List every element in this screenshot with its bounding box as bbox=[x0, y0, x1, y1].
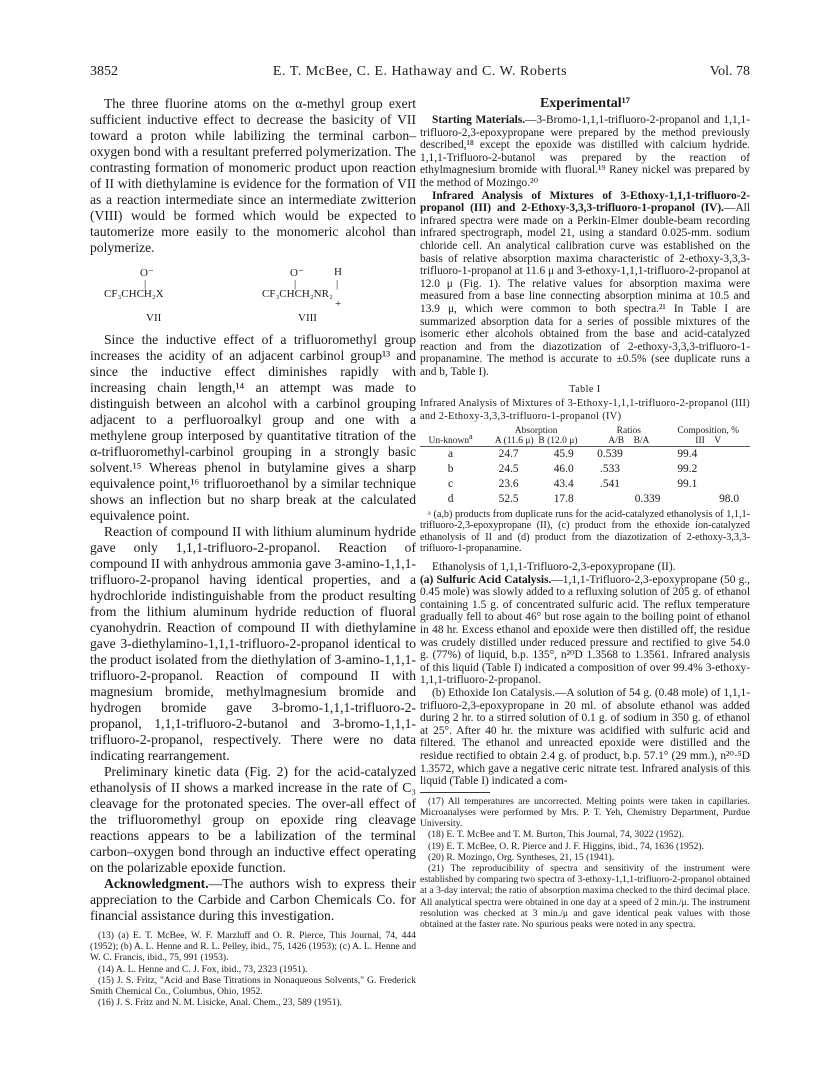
table-row: a 24.7 45.9 0.539 99.4 bbox=[448, 447, 698, 460]
paragraph-text: —3-Bromo-1,1,1-trifluoro-2-propanol and 1,1,1-trifluoro-2,3-epoxypropane were prepared by the method previously described,¹⁸ except the epoxide was distilled with calcium hydride. 1,1,1-Trifluoro-2-butanol was prepared by the reaction of ethylmagnesium bromide with fluoral.¹⁹ Raney nickel was prepared by the method of Mozingo.²⁰ bbox=[420, 114, 750, 189]
acknowledgment-text: —The authors wish to express their appreciation to the Carbide and Carbon Chemicals Co. for financial assistance during this investigation. bbox=[90, 876, 416, 923]
paragraph: Since the inductive effect of a trifluoromethyl group increases the acidity of an adjacent carbinol group¹³ and since the inductive effect diminishes rapidly with increasing chain length,¹⁴ an attempt was made to distinguish between an alcohol with a carbinol grouping adjacent to a perfluoroalkyl group and one with a methylene group interposed by quantitative titration of the α-trifluoromethyl-carbinol grouping in a strongly basic solvent.¹⁵ Whereas phenol in butylamine gives a sharp equivalence point,¹⁶ trifluoroethanol by a similar technique shows an inflection but no sharp break at the calculated equivalence point. bbox=[90, 332, 416, 523]
footnote: (18) E. T. McBee and T. M. Burton, This Journal, 74, 3022 (1952). bbox=[428, 829, 684, 841]
paragraph: Preliminary kinetic data (Fig. 2) for the acid-catalyzed ethanolysis of II shows a marked increase in the rate of C₃ cleavage for the protonated species. The over-all effect of the trifluoromethyl group on epoxide ring cleavage reactions appears to be a labilization of the terminal carbon–oxygen bond through an inductive effect operating on the polarizable epoxide function. bbox=[90, 764, 416, 875]
table-row: d 52.5 17.8 0.339 98.0 bbox=[447, 492, 740, 505]
structure-vii-formula: CF₃CHCH₂X bbox=[104, 288, 164, 300]
footnote: (13) (a) E. T. McBee, W. F. Marzluff and O. R. Pierce, This Journal, 74, 444 (1952); (b) A. L. Henne and R. L. Pelley, ibid., 75, 1426 (1953); (c) A. L. Henne and W. C. Francis, ibid., 75, 991 (1953). bbox=[90, 930, 416, 964]
paragraph-text: —All infrared spectra were made on a Perkin-Elmer double-beam recording infrared spectrograph, model 21, using a standard 0.025-mm. sodium chloride cell. An analytical calibration curve was established on the basis of relative absorption maxima characteristic of 2-ethoxy-3,3,3-trifluoro-1-propanol at 11.6 μ and 3-ethoxy-1,1,1-trifluoro-2-propanol at 12.0 μ (Fig. 1). The relative values for absorption maxima were measured from a base line connecting absorption minima at 10.5 and 13.9 μ, which were common to both spectra.²¹ In Table I are summarized absorption data for a series of possible mixtures of the isomeric ether alcohols obtained from the base and acid-catalyzed reaction and from the diazotization of 2-ethoxy-3,3,3-trifluoro-1-propanamine. The method is accurate to ±0.5% (see duplicate runs a and b, Table I). bbox=[420, 202, 750, 378]
footnote-rule bbox=[420, 792, 490, 793]
col-composition: Composition, % III V bbox=[666, 426, 750, 447]
footnote: (19) E. T. McBee, O. R. Pierce and J. F. Higgins, ibid., 74, 1636 (1952). bbox=[428, 840, 704, 852]
footnotes-left bbox=[90, 930, 416, 1008]
footnote: (17) All temperatures are uncorrected. Melting points were taken in capillaries. Microanalyses were performed by Mrs. P. T. Yeh, Chemistry Department, Purdue University. bbox=[420, 795, 750, 830]
bond-line: | bbox=[144, 278, 147, 290]
paragraph: The three fluorine atoms on the α-methyl group exert sufficient inductive effect to decrease the basicity of VII toward a proton while labilizing the terminal carbon–oxygen bond with a resultant preferred polymerization. The contrasting formation of monomeric product upon reaction of II with diethylamine is evidence for the formation of VII as a reaction intermediate since an intermediate zwitterion (VIII) would be formed which would be expected to tautomerize more easily to the monomeric alcohol than polymerize. bbox=[90, 96, 416, 255]
footnote: (21) The reproducibility of spectra and sensitivity of the instrument were established by comparing two spectra of 3-ethoxy-1,1,1-trifluoro-2-propanol obtained at a 3-day interval; the ratio of absorption maxima checked to the third decimal place. All analytical spectra were obtained in one day at a speed of 2 min./μ. The instrument resolution was checked at 3 min./μ and gave identical peak values with those obtained at the faster rate. No spurious peaks were noted in any spectra. bbox=[420, 862, 750, 930]
paragraph-text: —A solution of 54 g. (0.48 mole) of 1,1,1-trifluoro-2,3-epoxypropane in 20 ml. of absolute ethanol was added during 2 hr. to a stirred solution of 0.1 g. of sodium in 350 g. of ethanol at 25°. After 40 hr. the mixture was acidified with sulfuric acid and filtered. The ethanol and unreacted epoxide were distilled and the residue rectified to obtain 2.4 g. of product, b.p. 57.1° (29 mm.), n²⁰·⁵D 1.3572, which gave a negative ceric nitrate test. Infrared analysis of this liquid (Table I) indicated a com- bbox=[420, 686, 750, 788]
paragraph bbox=[420, 190, 750, 379]
acknowledgment bbox=[90, 876, 416, 924]
subsection-heading bbox=[420, 561, 750, 574]
right-column bbox=[420, 96, 750, 930]
table-label: Table I bbox=[569, 384, 601, 396]
volume-label: Vol. 78 bbox=[709, 64, 750, 79]
running-authors: E. T. McBee, C. E. Hathaway and C. W. Roberts bbox=[272, 64, 568, 79]
bond-line: | bbox=[336, 278, 339, 290]
footnote: (14) A. L. Henne and C. J. Fox, ibid., 73, 2323 (1951). bbox=[98, 963, 308, 975]
paragraph bbox=[420, 574, 750, 687]
structure-viii-o-minus: O⁻ bbox=[290, 267, 304, 279]
footnote: (16) J. S. Fritz and N. M. Lisicke, Anal. Chem., 23, 589 (1951). bbox=[98, 997, 343, 1009]
running-header bbox=[90, 64, 750, 84]
table-caption: Infrared Analysis of Mixtures of 3-Ethoxy-1,1,1-trifluoro-2-propanol (III) and 2-Ethoxy-3,3,3-trifluoro-1-propanol (IV) bbox=[420, 398, 750, 423]
footnote: (15) J. S. Fritz, "Acid and Base Titrations in Nonaqueous Solvents," G. Frederick Smith Chemical Co., Columbus, Ohio, 1952. bbox=[90, 974, 416, 998]
structure-viii-plus: + bbox=[335, 298, 342, 310]
structure-vii-label: VII bbox=[146, 312, 162, 324]
paragraph: Reaction of compound II with lithium aluminum hydride gave only 1,1,1-trifluoro-2-propanol. Reaction of compound II with anhydrous ammonia gave 3-amino-1,1,1-trifluoro-2-propanol having identical properties, and a hydrochloride indistinguishable from the product resulting from the lithium aluminum hydride reduction of fluoral cyanohydrin. Reaction of compound II with diethylamine gave 3-diethylamino-1,1,1-trifluoro-2-propanol identical to the product isolated from the diethylation of 3-amino-1,1,1-trifluoro-2-propanol. Reaction of compound II with magnesium bromide, methylmagnesium bromide and hydrogen bromide gave 3-bromo-1,1,1-trifluoro-2-propanol, 1,1,1-trifluoro-2-butanol and 3-bromo-1,1,1-trifluoro-2-propanol, respectively. There were no data indicating rearrangement. bbox=[90, 524, 416, 763]
paragraph bbox=[420, 114, 750, 190]
paragraph bbox=[420, 687, 750, 788]
subsection-heading-text: Ethanolysis of 1,1,1-Trifluoro-2,3-epoxypropane (II). bbox=[432, 561, 676, 574]
table-row: c 23.6 43.4 .541 99.1 bbox=[448, 477, 698, 490]
left-column bbox=[90, 96, 416, 1008]
col-absorption: Absorption A (11.6 μ) B (12.0 μ) bbox=[481, 426, 591, 447]
page-number: 3852 bbox=[90, 64, 118, 79]
bond-line: | bbox=[294, 278, 297, 290]
structure-viii-h: H bbox=[334, 266, 342, 278]
run-in-heading: Infrared Analysis of Mixtures of 3-Ethoxy-1,1,1-trifluoro-2-propanol (III) and 2-Ethoxy-3,3,3-trifluoro-1-propanol (IV). bbox=[420, 189, 750, 215]
footnotes-right bbox=[420, 796, 750, 930]
table-footnote: ᵃ (a,b) products from duplicate runs for the acid-catalyzed ethanolysis of 1,1,1-trifluoro-2,3-epoxypropane (II), (c) product from the ethoxide ion-catalyzed ethanolysis of II and (d) product from the diazotization of 2-ethoxy-3,3,3-trifluoro-1-propanamine. bbox=[420, 508, 750, 555]
col-ratios: Ratios A/B B/A bbox=[591, 426, 666, 447]
paragraph-text: —1,1,1-Trifluoro-2,3-epoxypropane (50 g., 0.45 mole) was slowly added to a refluxing solution of 205 g. of ethanol containing 1.5 g. of concentrated sulfuric acid. The reflux temperature gradually fell to about 46° but rose again to the boiling point of ethanol in 48 hr. Excess ethanol and epoxide were then distilled off, the residue was crudely distilled under reduced pressure and rectified to give 54.0 g. (77%) of liquid, b.p. 135°, n²⁰D 1.3568 to 1.3561. Infrared analysis of this liquid (Table I) indicated a composition of over 99.4% 3-ethoxy-1,1,1-trifluoro-2-propanol. bbox=[420, 573, 750, 687]
footnote: (20) R. Mozingo, Org. Syntheses, 21, 15 (1941). bbox=[428, 851, 615, 863]
structure-viii-label: VIII bbox=[298, 312, 317, 324]
acknowledgment-heading: Acknowledgment. bbox=[104, 876, 209, 891]
col-unknown: Un-known$^a$ bbox=[420, 426, 481, 447]
run-in-heading: (a) Sulfuric Acid Catalysis. bbox=[420, 573, 552, 586]
structure-vii-o-minus: O⁻ bbox=[140, 267, 154, 279]
structure-viii-formula: CF₃CHCH₂NR₂ bbox=[262, 288, 333, 300]
structures-vii-viii bbox=[90, 266, 416, 326]
run-in-heading: Starting Materials. bbox=[432, 114, 526, 126]
section-title: Experimental¹⁷ bbox=[539, 96, 631, 111]
table-row: b 24.5 46.0 .533 99.2 bbox=[447, 462, 698, 475]
paragraph-text-prefix: (b) Ethoxide Ion Catalysis. bbox=[432, 686, 556, 699]
table-i bbox=[420, 426, 750, 507]
